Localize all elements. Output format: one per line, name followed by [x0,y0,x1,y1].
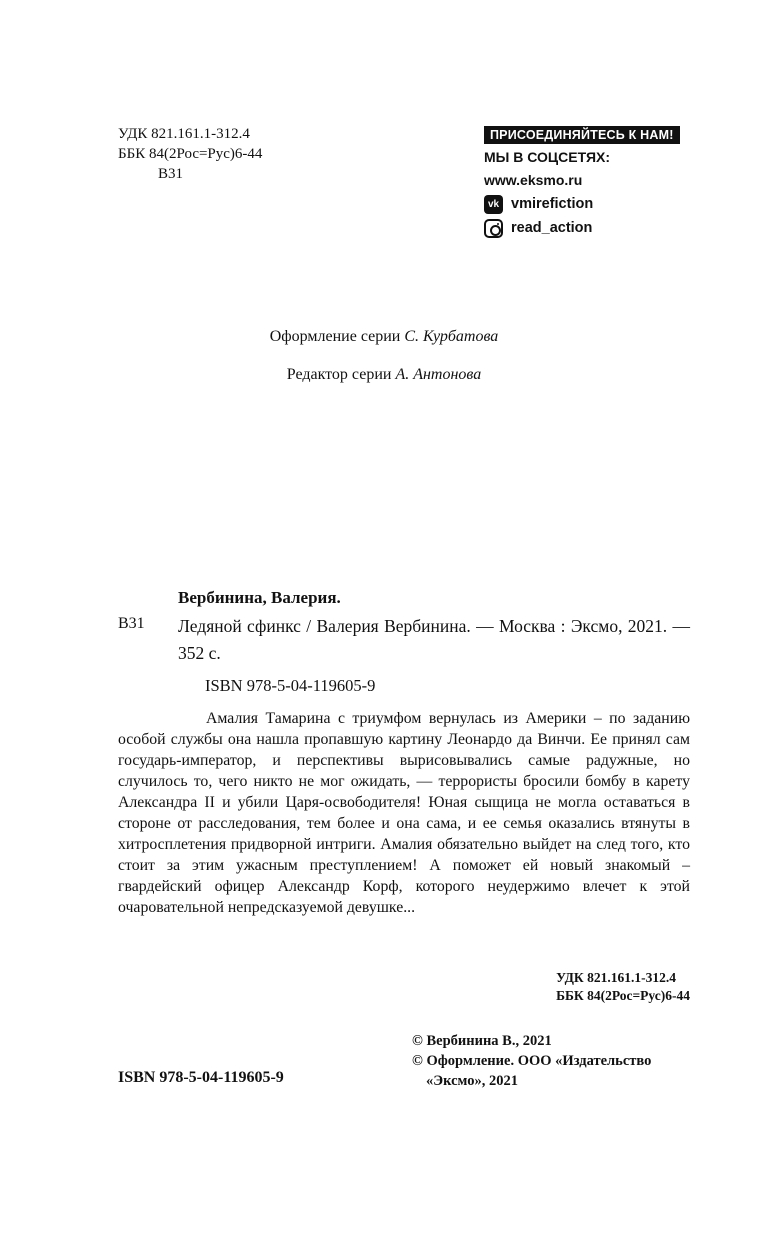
entry-bibliographic-description: Ледяной сфинкс / Валерия Вербинина. — Москва : Эксмо, 2021. — 352 с. [178,616,690,663]
series-editor-label: Редактор серии [286,366,392,383]
vk-icon: vk [484,195,503,214]
annotation-text: Амалия Тамарина с триумфом вернулась из Америки – по заданию особой службы она нашла пропавшую картину Леонардо да Винчи. Ее принял сам государь-император, и перспективы вырисовывались самые радужные, но случилось то, чего никто не мог ожидать, — террористы бросили бомбу в карету Александра II и убили Царя-освободителя! Юная сыщица не могла оставаться в стороне от расследования, тем более и она сама, и ее семья оказались втянуты в хитросплетения придворной интриги. Амалия обязательно выйдет на след того, кто стоит за этим ужасным преступлением! А поможет ей новый знакомый – гвардейский офицер Александр Корф, которого неудержимо влечет к этой очаровательной непредсказуемой девушке... [118,710,690,916]
footer-udk: УДК 821.161.1-312.4 [556,970,676,985]
social-block [484,126,680,240]
classification-block [118,124,262,184]
annotation [118,708,690,918]
entry-isbn: ISBN 978-5-04-119605-9 [205,676,376,695]
bbk-code: ББК 84(2Рос=Рус)6-44 [118,146,263,162]
social-heading: МЫ В СОЦСЕТЯХ: [484,149,611,165]
copyright-design-line2: «Эксмо», 2021 [426,1073,518,1089]
series-editor-credit [0,366,768,384]
join-us-banner: ПРИСОЕДИНЯЙТЕСЬ К НАМ! [484,126,680,144]
instagram-handle: read_action [511,220,593,236]
vk-link[interactable] [484,192,680,216]
series-editor-name: А. Антонова [395,366,482,383]
series-design-label: Оформление серии [269,328,401,345]
series-design-credit [0,328,768,346]
instagram-icon [484,219,503,238]
vk-handle: vmirefiction [511,196,594,212]
author-code: В31 [158,166,184,182]
copyright-author: © Вербинина В., 2021 [412,1033,552,1049]
instagram-link[interactable] [484,216,680,240]
series-design-name: С. Курбатова [404,328,499,345]
copyright-block [412,1031,651,1091]
footer-classification [556,969,690,1005]
footer-bbk: ББК 84(2Рос=Рус)6-44 [556,988,690,1003]
website-link[interactable]: www.eksmo.ru [484,172,583,188]
entry-code: В31 [118,615,145,632]
entry-author: Вербинина, Валерия. [178,588,341,607]
copyright-design-line1: © Оформление. ООО «Издательство [412,1053,652,1069]
footer-isbn: ISBN 978-5-04-119605-9 [118,1069,284,1086]
udk-code: УДК 821.161.1-312.4 [118,126,250,142]
